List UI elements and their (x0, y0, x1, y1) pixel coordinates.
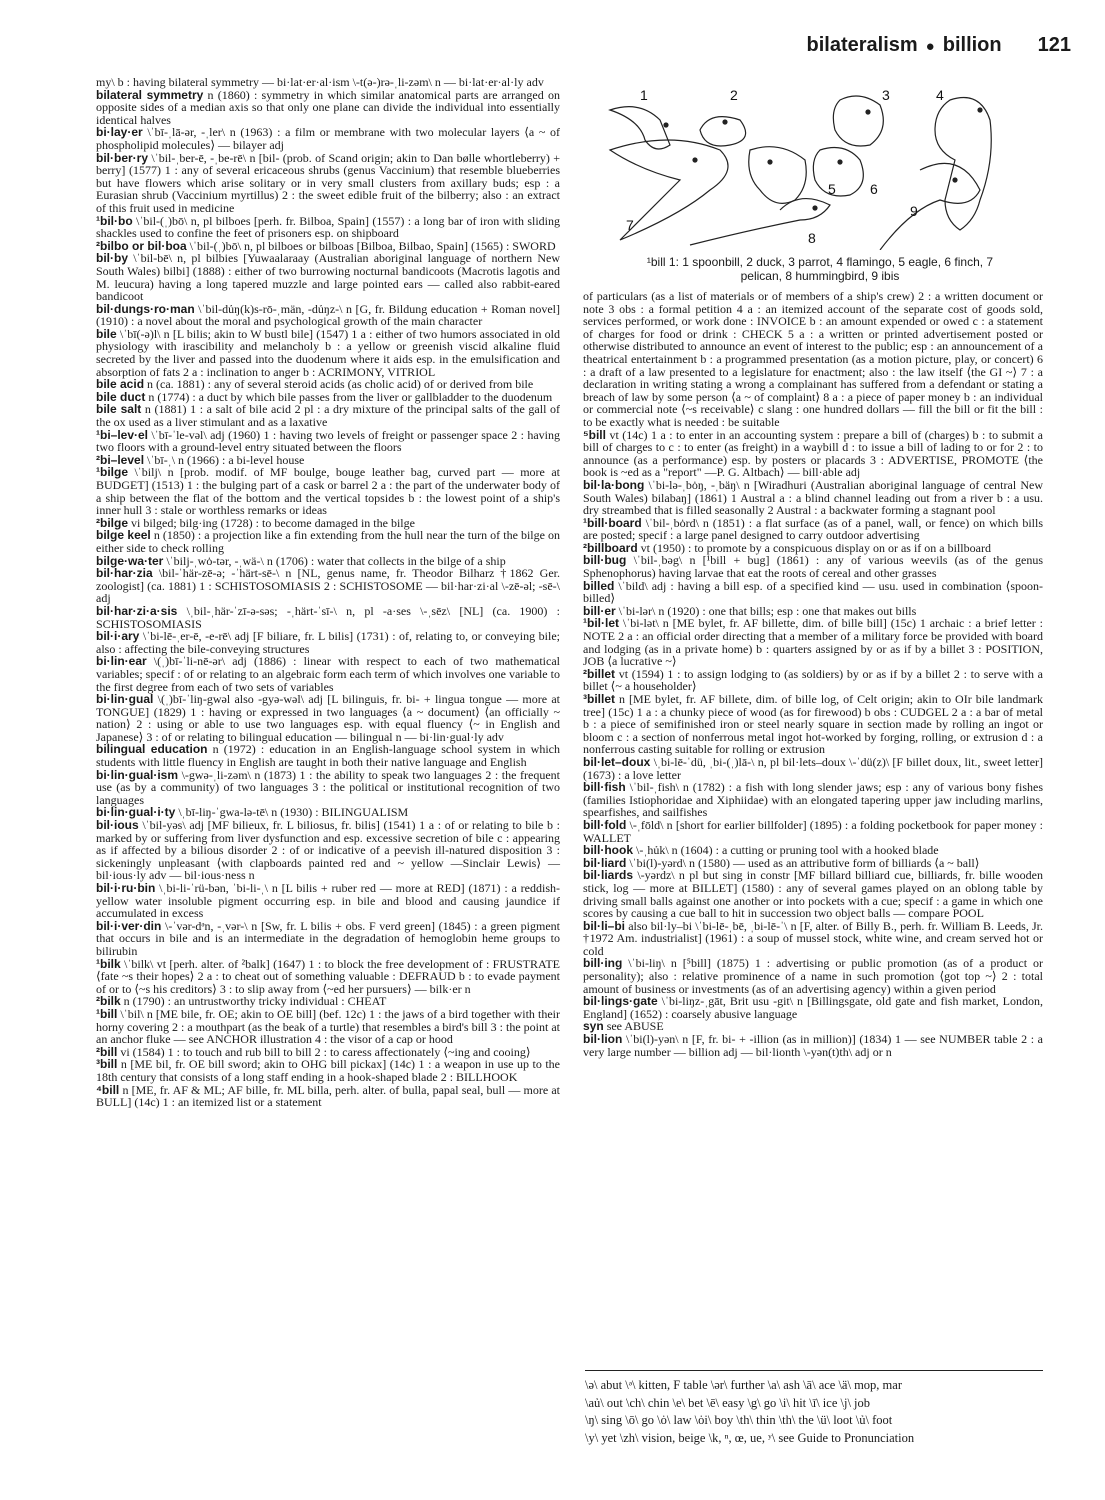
entry-headword: ²bilk (96, 994, 121, 1009)
entry-headword: ¹bil·bo (96, 213, 133, 228)
entry-definition: \ˈbild\ adj : having a bill esp. of a specified kind — usu. used in combination ⟨spoon-billed⟩ (583, 578, 1044, 606)
entry-definition: \ˈbi-liŋ\ n [⁵bill] (1875) 1 : advertising or public promotion (as of a product or personality); also : relative prominence of a name in such promotion ⟨got top ~⟩ 2 : total amount of business or investments (as of an advertising agency) within a given period (583, 956, 1043, 996)
dictionary-entry (96, 567, 560, 605)
entry-definition: \ˌbī-liŋ-ˈgwa-lə-tē\ n (1930) : BILINGUALISM (178, 805, 409, 820)
entry-definition: see ABUSE (606, 1019, 664, 1034)
entry-headword: bi·lay·er (96, 125, 143, 140)
entry-headword: bil·lion (583, 1032, 623, 1047)
entry-headword: ²bill (96, 1044, 118, 1059)
entry-headword: bil·i·ary (96, 629, 140, 644)
entry-headword: bill·hook (583, 843, 633, 858)
entry-definition: \-ˌfōld\ n [short for earlier billfolder] (1895) : a folding pocketbook for paper money : WALLET (583, 817, 1043, 845)
entry-definition: \-gwə-ˌli-zəm\ n (1873) 1 : the ability to speak two languages 2 : the frequent use (as by a community) of two languages 3 : the political or institutional recognition of two languages (96, 767, 560, 807)
figure-label-9: 9 (910, 203, 918, 219)
entry-headword: bill·fold (583, 817, 627, 832)
dictionary-entry (96, 126, 560, 151)
dictionary-entry (583, 554, 1043, 579)
entry-definition: n [ME, fr. AF & ML; AF bille, fr. ML billa, perh. alter. of bulla, papal seal, bull — more at BULL] (14c) 1 : an itemized list or a statement (96, 1082, 561, 1110)
entry-definition: \ˈbilj\ n [prob. modif. of MF boulge, bouge leather bag, curved part — more at BUDGET] (1513) 1 : the bulging part of a cask or barrel 2 a : the part of the underwater body of a ship between the flat of the bottom and the vertical topsides b : the lowest point of a ship's inner hull 3 : stale or worthless remarks or ideas (96, 465, 560, 518)
dictionary-entry (583, 920, 1043, 958)
entry-headword: ¹bil·let (583, 616, 619, 631)
dictionary-entry (96, 605, 560, 630)
entry-headword: bill·fish (583, 780, 626, 795)
entry-headword: ¹bill·board (583, 515, 642, 530)
entry-headword: bil·li–bi (583, 918, 625, 933)
page-number: 121 (1037, 34, 1071, 56)
entry-definition: \ˌbi-lē-ˈdü, ˌbi-(ˌ)lā-\ n, pl bil·lets–doux \-ˈdü(z)\ [F billet doux, lit., sweet letter] (1673) : a love letter (583, 754, 1044, 782)
pronunciation-key-line: \aủ\ out \ch\ chin \e\ bet \ē\ easy \g\ go \i\ hit \ī\ ice \j\ job (585, 1395, 871, 1410)
entry-definition: n [ME bylet, fr. AF billete, dim. of bille log, of Celt origin; akin to OIr bile landmark tree] (15c) 1 a : a chunky piece of wood (as for firewood) b obs : CUDGEL 2 a : a bar of metal b : a piece of semifinished iron or steel nearly square in section made by rolling an ingot or bloom c : a section of nonferrous metal ingot hot-worked by forging, rolling, or extrusion d : a nonferrous casting suitable for rolling or extrusion (583, 692, 1043, 757)
entry-definition: \ˈbil-ˌbəg\ n [¹bill + bug] (1861) : any of various weevils (as of the genus Sphenophorus) having larvae that eat the roots of cereal and other grasses (583, 553, 1043, 581)
entry-definition: \ˈbil-bē\ n, pl bilbies [Yuwaalaraay (Australian aboriginal language of northern New South Wales) bilbi] (1888) : either of two burrowing nocturnal bandicoots (Macrotis lagotis and M. leucura) having a long tapered muzzle and large pointed ears — called also rabbit-eared bandicoot (96, 251, 561, 304)
entry-definition: \ˈbi(l)-yərd\ n (1580) — used as an attributive form of billiards ⟨a ~ ball⟩ (629, 855, 980, 870)
dictionary-entry (96, 630, 560, 655)
figure-caption (595, 255, 1045, 283)
entry-headword: bil·let–doux (583, 754, 651, 769)
figure-label-5: 5 (828, 181, 836, 197)
entry-definition: n (1850) : a projection like a fin extending from the hull near the turn of the bilge on either side to check rolling (96, 528, 560, 555)
entry-definition: of particulars (as a list of materials or of members of a ship's crew) 2 : a written document or note 3 obs : a formal petition 4 a : an itemized account of the separate cost of goods sold, services performed, or work done : INVOICE b : an amount expended or owed c : a statement of charges for food or drink : CHECK 5 a : a written or printed advertisement posted or otherwise distributed to announce an event of interest to the public; esp : an announcement of a theatrical entertainment b : a programmed presentation (as a motion picture, play, or concert) 6 : a draft of a law presented to a legislature for enactment; also : the law itself ⟨the GI ~⟩ 7 : a declaration in writing stating a wrong a complainant has suffered from a defendant or stating a breach of law by some person ⟨a ~ of complaint⟩ 8 a : a piece of paper money b : an individual or commercial note ⟨~s receivable⟩ c slang : one hundred dollars — fill the bill or fit the bill : to be exactly what is needed : be suitable (583, 289, 1043, 429)
entry-headword: bile acid (96, 377, 145, 392)
entry-definition: \ˈbil-ˌber-ē, -ˌbe-rē\ n [bil- (prob. of Scand origin; akin to Dan bølle whortleberry) + berry] (1577) 1 : any of several ericaceous shrubs (genus Vaccinium) that resemble blueberries but have flowers which arise solitary or in very small clusters from axillary buds; esp : a Eurasian shrub (Vaccinium myrtillus) 2 : the sweet edible fruit of the bilberry; also : an extract of this fruit used in medicine (96, 150, 561, 215)
dictionary-entry (96, 1058, 560, 1083)
entry-headword: bill·bug (583, 553, 627, 568)
entry-headword: bil·i·ver·din (96, 918, 162, 933)
dictionary-entry (96, 655, 560, 693)
dictionary-entry (96, 89, 560, 127)
entry-definition: \ˈbilj-ˌwȯ-tər, -ˌwä-\ n (1706) : water that collects in the bilge of a ship (166, 553, 506, 568)
figure-label-3: 3 (882, 87, 890, 103)
dictionary-entry (96, 466, 560, 516)
entry-definition: n [ME bil, fr. OE bill sword; akin to OHG bill pickax] (14c) 1 : a weapon in use up to the 18th century that consists of a long staff ending in a hook-shaped blade 2 : BILLHOOK (96, 1057, 561, 1084)
dictionary-entry (96, 769, 560, 807)
entry-headword: bi·lin·ear (96, 654, 147, 669)
entry-headword: bile salt (96, 402, 142, 417)
entry-headword: bil·liard (583, 855, 627, 870)
entry-headword: bil·ious (96, 818, 139, 833)
entry-definition: vt (14c) 1 a : to enter in an accounting system : prepare a bill of (charges) b : to submit a bill of charges to c : to enter (as freight) in a waybill d : to issue a bill of lading to or for 2 : to announce (as a performance) esp. by posters or placards 3 : ADVERTISE, PROMOTE ⟨the book is ~ed as a "report" —P. G. Altbach⟩ — bill·able adj (583, 427, 1044, 480)
dictionary-entry (96, 328, 560, 378)
entry-definition: n (1881) 1 : a salt of bile acid 2 pl : a dry mixture of the principal salts of the gall of the ox used as a liver stimulant and as a laxative (96, 402, 561, 430)
entry-headword: billed (583, 578, 615, 593)
entry-headword: bil·dungs·ro·man (96, 301, 195, 316)
dictionary-entry (583, 819, 1043, 844)
dictionary-entry (96, 152, 560, 215)
left-column (96, 76, 560, 1109)
entry-headword: bilateral symmetry (96, 87, 204, 102)
entry-headword: ¹bi–lev·el (96, 427, 149, 442)
entry-definition: \ˈbī-ˌlā-ər, -ˌler\ n (1963) : a film or membrane with two molecular layers ⟨a ~ of phospholipid molecules⟩ — bilayer adj (96, 125, 560, 152)
pronunciation-key-line: \ə\ abut \ᵊ\ kitten, F table \ər\ further \a\ ash \ā\ ace \ä\ mop, mar (585, 1378, 902, 1392)
entry-definition: vt (1594) 1 : to assign lodging to (as soldiers) by or as if by a billet 2 : to serve with a billet ⟨~ a householder⟩ (583, 666, 1043, 694)
dictionary-entry (96, 429, 560, 454)
entry-headword: ²bi–level (96, 452, 145, 467)
bird-bills-drawing (600, 80, 1040, 250)
dictionary-entry (96, 1008, 560, 1046)
entry-definition: \ˈbi(l)-yən\ n [F, fr. bi- + -illion (as in million)] (1834) 1 — see NUMBER table 2 : a very large number — billion adj — bil·lionth \-yən(t)th\ adj or n (583, 1032, 1044, 1059)
dictionary-entry (96, 1084, 560, 1109)
entry-headword: bil·har·zia (96, 566, 153, 581)
entry-definition: \ˈbī(-ə)l\ n [L bilis; akin to W bustl bile] (1547) 1 a : either of two humors associated in old physiology with irascibility and melancholy b : a yellow or greenish viscid alkaline fluid secreted by the liver and passed into the duodenum where it aids esp. in the emulsification and absorption of fats 2 a : inclination to anger b : ACRIMONY, VITRIOL (96, 326, 560, 379)
dictionary-entry (583, 995, 1043, 1020)
entry-definition: \ˌbil-ˌhär-ˈzī-ə-səs; -ˌhärt-ˈsī-\ n, pl -a·ses \-ˌsēz\ [NL] (ca. 1900) : SCHISTOSOMIASIS (96, 603, 560, 631)
entry-headword: syn (583, 1019, 604, 1034)
dictionary-entry (583, 580, 1043, 605)
entry-headword: ²billboard (583, 540, 638, 555)
entry-definition: \ˈbi-lər\ n (1920) : one that bills; esp : one that makes out bills (618, 603, 917, 618)
entry-definition: \ˈbil-dủŋ(k)s-rō-ˌmän, -dủŋz-\ n [G, fr. Bildung education + Roman novel] (1910) : a novel about the moral and psychological growth of the main character (96, 301, 560, 329)
dictionary-entry (96, 958, 560, 996)
entry-headword: ¹bilge (96, 465, 128, 480)
entry-headword: ³bill (96, 1057, 118, 1072)
entry-headword: bi·lin·gual·ism (96, 767, 178, 782)
figure-label-7: 7 (626, 217, 634, 233)
entry-definition: \ˈbil-ˌbȯrd\ n (1851) : a flat surface (as of a panel, wall, or fence) on which bills are posted; specif : a large panel designed to carry outdoor advertising (583, 515, 1044, 543)
entry-definition: \ˈbi-lə-ˌbȯŋ, -ˌbäŋ\ n [Wiradhuri (Australian aboriginal language of central New South Wales) bilabaŋ] (1861) 1 Austral a : a blind channel leading out from a river b : a usu. dry streambed that is filled seasonally 2 Austral : a backwater forming a stagnant pool (583, 477, 1044, 518)
entry-definition: \ˈbil-(ˌ)bō\ n, pl bilboes [perh. fr. Bilboa, Spain] (1557) : a long bar of iron with sliding shackles used to confine the feet of prisoners esp. on shipboard (96, 213, 561, 241)
entry-headword: bill·ing (583, 956, 623, 971)
entry-headword: bil·liards (583, 868, 634, 883)
figure-label-2: 2 (730, 87, 738, 103)
entry-definition: \(ˌ)bī-ˈliŋ-gwəl also -gyə-wəl\ adj [L bilinguis, fr. bi- + lingua tongue — more at TONGUE] (1829) 1 : having or expressed in two languages ⟨a ~ document⟩ ⟨an officially ~ nation⟩ 2 : using or able to use two languages esp. with equal fluency ⟨~ in English and Japanese⟩ 3 : of or relating to bilingual education — bilingual n — bi·lin·gual·ly adv (96, 692, 561, 744)
guide-word-first: bilateralism (806, 34, 918, 56)
pronunciation-key-line: \ŋ\ sing \ō\ go \ȯ\ law \ȯi\ boy \th\ thin \th\ the \ü\ loot \ủ\ foot (585, 1413, 893, 1427)
guide-word-last: billion (942, 34, 1002, 56)
figure-caption-line-1: ¹bill 1: 1 spoonbill, 2 duck, 3 parrot, 4 flamingo, 5 eagle, 6 finch, 7 (646, 255, 994, 269)
dictionary-entry (583, 693, 1043, 756)
entry-definition: \ˌbi-li-ˈrü-bən, ˈbi-li-ˌ\ n [L bilis + ruber red — more at RED] (1871) : a reddish-yellow water insoluble pigment occurring esp. in bile and blood and causing jaundice if accumulated in excess (96, 881, 560, 921)
entry-headword: bil·i·ru·bin (96, 881, 156, 895)
entry-definition: \ˈbil-yəs\ adj [MF bilieux, fr. L biliosus, fr. bilis] (1541) 1 a : of or relating to bile b : marked by or suffering from liver dysfunction and esp. excessive secretion of bile c : appearing as if affected by a bilious disorder 2 : of or indicative of a peevish ill-natured disposition 3 : sickeningly unpleasant ⟨with clapboards painted red and ~ yellow —Sinclair Lewis⟩ — bil·ious·ly adv — bil·ious·ness n (96, 818, 561, 883)
guide-word-bullet: ● (925, 38, 935, 55)
bird-bills-illustration (600, 80, 1040, 250)
entry-headword: bilge·wa·ter (96, 553, 164, 568)
dictionary-entry (96, 252, 560, 302)
dictionary-entry (96, 743, 560, 768)
entry-definition: \ˈbil-(ˌ)bō\ n, pl bilboes or bilboas [Bilboa, Bilbao, Spain] (1565) : SWORD (189, 238, 556, 253)
entry-definition: \ˈbī-ˌ\ n (1966) : a bi-level house (147, 452, 305, 467)
dictionary-entry (583, 479, 1043, 517)
dictionary-entry (96, 403, 560, 428)
dictionary-entry (583, 429, 1043, 479)
entry-headword: bi·lin·gual (96, 692, 154, 707)
dictionary-entry (583, 756, 1043, 781)
dictionary-entry (583, 290, 1043, 429)
entry-definition: my\ b : having bilateral symmetry — bi·lat·er·al·ism \-t(ə-)rə-ˌli-zəm\ n — bi·lat·er·al·ly adv (96, 75, 544, 89)
figure-caption-line-2: pelican, 8 hummingbird, 9 ibis (740, 269, 900, 283)
entry-headword: ²bilge (96, 515, 128, 530)
entry-definition: n (1774) : a duct by which bile passes from the liver or gallbladder to the duodenum (148, 389, 553, 404)
dictionary-entry (583, 668, 1043, 693)
entry-headword: bile (96, 326, 117, 341)
entry-definition: \ˈbil-ˌfish\ n (1782) : a fish with long slender jaws; esp : any of various bony fishes (families Istiophoridae and Xiphiidae) with an elongated tapering upper jaw including marlins, spearfishes, and sailfishes (583, 780, 1044, 820)
dictionary-entry (583, 1033, 1043, 1058)
entry-definition: vi bilged; bilg·ing (1728) : to become damaged in the bilge (131, 515, 415, 530)
entry-headword: bil·by (96, 251, 128, 266)
dictionary-entry (583, 869, 1043, 919)
dictionary-entry (96, 819, 560, 882)
entry-definition: vi (1584) 1 : to touch and rub bill to bill 2 : to caress affectionately ⟨~ing and cooing⟩ (120, 1044, 531, 1059)
entry-definition: n (1790) : an untrustworthy tricky individual : CHEAT (123, 994, 387, 1009)
entry-headword: bil·la·bong (583, 477, 645, 492)
dictionary-entry (96, 529, 560, 554)
figure-label-6: 6 (870, 181, 878, 197)
entry-definition: n (1972) : education in an English-language school system in which students with little fluency in English are taught in both their native language and English (96, 742, 561, 770)
entry-definition: \-yərdz\ n pl but sing in constr [MF billard billiard cue, billiards, fr. bille wooden stick, log — more at BILLET] (1580) : any of several games played on an oblong table by driving small balls against one another or into pockets with a cue; specif : a game in which one scores by causing a cue ball to hit in succession two object balls — compare POOL (583, 868, 1043, 921)
entry-headword: ⁴bill (96, 1082, 120, 1097)
entry-headword: bi·lin·gual·i·ty (96, 805, 176, 820)
entry-definition: n (1860) : symmetry in which similar anatomical parts are arranged on opposite sides of a median axis so that only one plane can divide the individual into essentially identical halves (96, 87, 560, 127)
entry-definition: \ˈbī-ˈle-vəl\ adj (1960) 1 : having two levels of freight or passenger space 2 : having two floors with a ground-level entry situated between the floors (96, 427, 560, 455)
figure-label-4: 4 (936, 87, 944, 103)
entry-definition: \ˈbilk\ vt [perh. alter. of ²balk] (1647) 1 : to block the free development of : FRUSTRATE ⟨fate ~s their hopes⟩ 2 a : to cheat out of something valuable : DEFRAUD b : to evade payment of or to ⟨~s his creditors⟩ 3 : to slip away from ⟨~ed her pursuers⟩ — bilk·er n (96, 956, 561, 996)
dictionary-entry (96, 882, 560, 920)
entry-headword: bil·har·zi·a·sis (96, 603, 178, 618)
dictionary-entry (96, 920, 560, 958)
dictionary-entry (96, 693, 560, 743)
entry-headword: bil·ber·ry (96, 150, 149, 165)
entry-definition: \-ˈvər-dᵊn, -ˌvər-\ n [Sw, fr. L bilis + obs. F verd green] (1845) : a green pigment that occurs in bile and is an intermediate in the degradation of hemoglobin heme groups to bilirubin (96, 918, 560, 958)
entry-definition: \(ˌ)bī-ˈli-nē-ər\ adj (1886) : linear with respect to each of two mathematical variables; specif : of or relating to an algebraic form each term of which involves one variable to the first degree from each of two sets of variables (96, 654, 560, 694)
pronunciation-key-line: \y\ yet \zh\ vision, beige \k, ⁿ, œ, ue, ʸ\ see Guide to Pronunciation (585, 1430, 915, 1445)
entry-headword: ⁵bill (583, 427, 606, 442)
page-header (807, 34, 1072, 57)
entry-headword: ²billet (583, 666, 615, 681)
entry-headword: bill·er (583, 603, 616, 618)
right-column (583, 290, 1043, 1058)
entry-headword: bilingual education (96, 742, 208, 757)
entry-headword: bil·lings·gate (583, 994, 658, 1009)
entry-definition: \bil-ˈhär-zē-ə; -ˈhärt-sē-\ n [NL, genus name, fr. Theodor Bilharz †1862 Ger. zoologist] (ca. 1881) 1 : SCHISTOSOMIASIS 2 : SCHISTOSOME — bil·har·zi·al \-zē-əl; -sē-\ adj (96, 566, 560, 606)
entry-definition: \ˈbi-lət\ n [ME bylet, fr. AF billette, dim. of bille bill] (15c) 1 archaic : a brief letter : NOTE 2 a : an official order directing that a member of a military force be provided with board and lodging (as in a private home) b : quarters assigned by or as if by a billet 3 : POSITION, JOB ⟨a lucrative ~⟩ (583, 616, 1043, 669)
dictionary-entry (583, 957, 1043, 995)
entry-headword: bile duct (96, 389, 146, 404)
entry-headword: ¹bill (96, 1006, 118, 1021)
entry-headword: ¹bilk (96, 956, 121, 971)
figure-label-1: 1 (640, 87, 648, 103)
entry-definition: n (ca. 1881) : any of several steroid acids (as cholic acid) of or derived from bile (147, 377, 534, 392)
entry-definition: vt (1950) : to promote by a conspicuous display on or as if on a billboard (640, 540, 991, 555)
pronunciation-key (585, 1370, 1043, 1447)
entry-definition: \ˈbi-liŋz-ˌgāt, Brit usu -git\ n [Billingsgate, old gate and fish market, London, England] (1652) : coarsely abusive language (583, 994, 1044, 1021)
dictionary-entry (96, 215, 560, 240)
entry-definition: also bil·ly–bi \ˈbi-lē-ˌbē, ˌbi-lē-ˈ\ n [F, alter. of Billy B., perh. fr. William B. Leeds, Jr. †1972 Am. industrialist] (1961) : a soup of mussel stock, white wine, and cream served hot or cold (583, 918, 1044, 958)
dictionary-entry (583, 517, 1043, 542)
entry-headword: bilge keel (96, 528, 151, 543)
entry-definition: \ˈbi-lē-ˌer-ē, -e-rē\ adj [F biliare, fr. L bilis] (1731) : of, relating to, or conveying bile; also : affecting the bile-conveying structures (96, 629, 561, 656)
entry-definition: \-ˌhủk\ n (1604) : a cutting or pruning tool with a hooked blade (636, 843, 939, 858)
dictionary-entry (583, 781, 1043, 819)
entry-headword: ²bilbo or bil·boa (96, 238, 187, 253)
entry-headword: ³billet (583, 692, 615, 706)
figure-label-8: 8 (808, 230, 816, 246)
dictionary-entry (96, 303, 560, 328)
dictionary-entry (583, 617, 1043, 667)
entry-definition: \ˈbil\ n [ME bile, fr. OE; akin to OE bill] (bef. 12c) 1 : the jaws of a bird together with their horny covering 2 : a mouthpart (as the beak of a turtle) that resembles a bird's bill 3 : the point at an anchor fluke — see ANCHOR illustration 4 : the visor of a cap or hood (96, 1006, 561, 1047)
